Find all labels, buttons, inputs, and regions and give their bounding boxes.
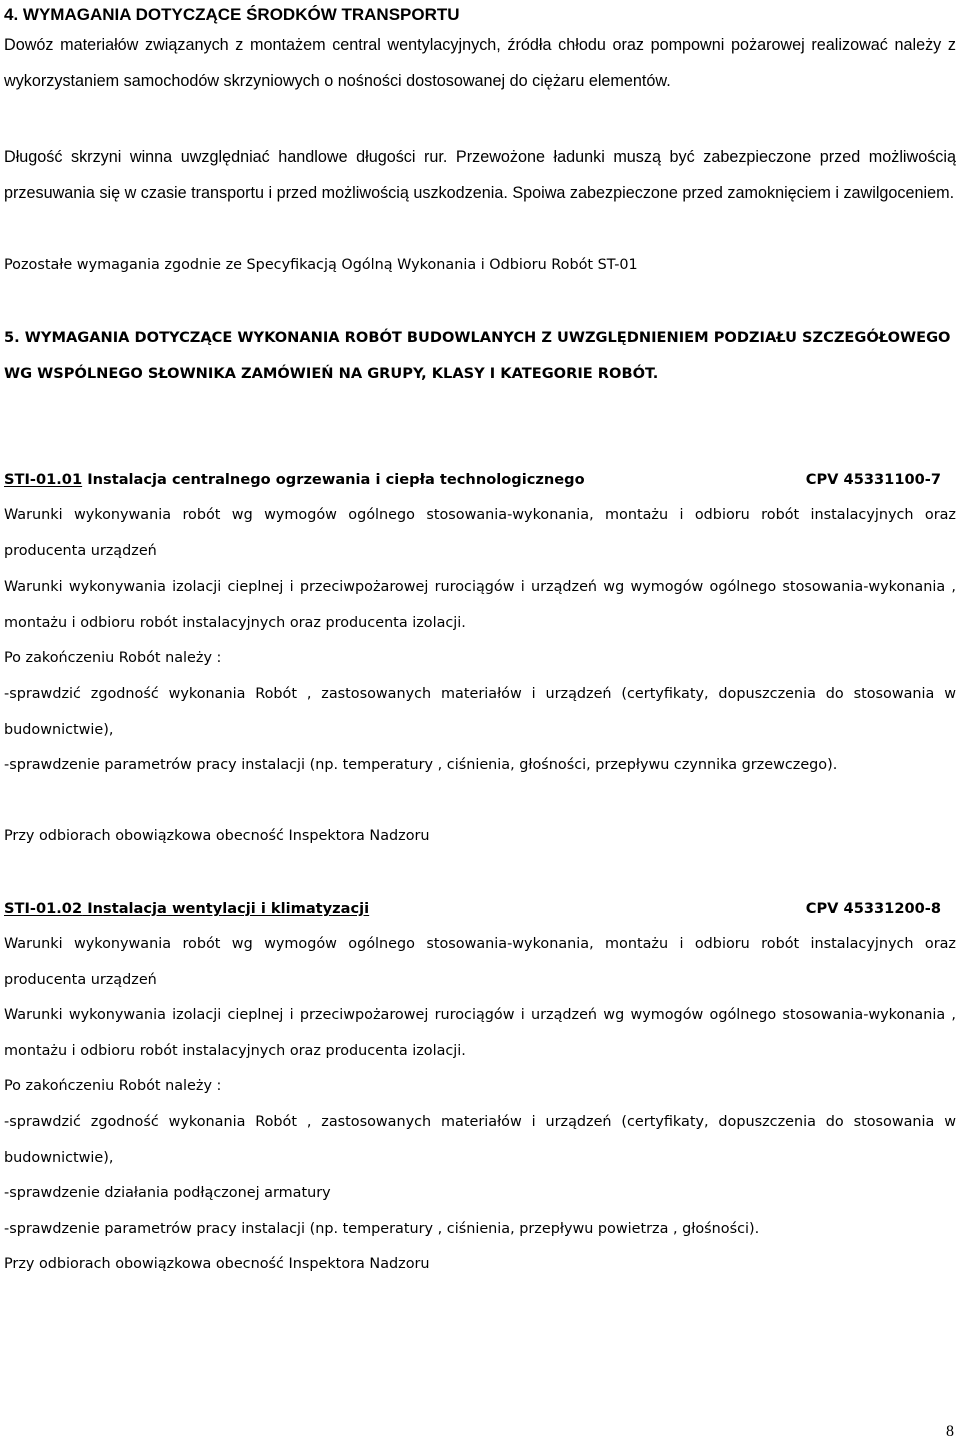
sti-01-01-paragraph-4: -sprawdzić zgodność wykonania Robót , zastosowanych materiałów i urządzeń (certyfikaty, dopuszczenia do stosowania w budownictwie), [4, 686, 956, 738]
sti-01-01-paragraph-5: -sprawdzenie parametrów pracy instalacji (np. temperatury , ciśnienia, głośności, przepływu czynnika grzewczego). [4, 757, 838, 773]
sti-01-02-heading [4, 891, 369, 927]
sti-01-02-code: STI-01.02 [4, 900, 83, 917]
sti-01-01-paragraph-1: Warunki wykonywania robót wg wymogów ogólnego stosowania-wykonania, montażu i odbioru robót instalacyjnych oraz producenta urządzeń [4, 507, 956, 559]
section-4-paragraph-1: Dowóz materiałów związanych z montażem central wentylacyjnych, źródła chłodu oraz pompowni pożarowej realizować należy z wykorzystaniem samochodów skrzyniowych o nośności dostosowanej do ciężaru elementów. [4, 36, 956, 90]
sti-01-01-code: STI-01.01 [4, 471, 83, 488]
page-number: 8 [946, 1423, 954, 1440]
sti-01-02-paragraph-1: Warunki wykonywania robót wg wymogów ogólnego stosowania-wykonania, montażu i odbioru robót instalacyjnych oraz producenta urządzeń [4, 936, 956, 988]
sti-01-02-paragraph-6: -sprawdzenie parametrów pracy instalacji (np. temperatury , ciśnienia, przepływu powietrza , głośności). [4, 1221, 760, 1237]
sti-01-02-paragraph-2: Warunki wykonywania izolacji cieplnej i przeciwpożarowej rurociągów i urządzeń wg wymogów ogólnego stosowania-wykonania , montażu i odbioru robót instalacyjnych oraz producenta izolacji. [4, 1007, 956, 1059]
section-5-heading: 5. WYMAGANIA DOTYCZĄCE WYKONANIA ROBÓT BUDOWLANYCH Z UWZGLĘDNIENIEM PODZIAŁU SZCZEGÓŁOWEGO WG WSPÓLNEGO SŁOWNIKA ZAMÓWIEŃ NA GRUPY, KLASY I KATEGORIE ROBÓT. [4, 329, 951, 382]
sti-01-01-title: Instalacja centralnego ogrzewania i ciepła technologicznego [82, 471, 585, 488]
section-4-paragraph-2: Długość skrzyni winna uwzględniać handlowe długości rur. Przewożone ładunki muszą być zabezpieczone przed możliwością przesuwania się w czasie transportu i przed możliwością uszkodzenia. Spoiwa zabezpieczone przed zamoknięciem i zawilgoceniem. [4, 148, 956, 202]
section-4-heading: 4. WYMAGANIA DOTYCZĄCE ŚRODKÓW TRANSPORTU [4, 5, 460, 24]
sti-01-02-title: Instalacja wentylacji i klimatyzacji [82, 900, 370, 917]
sti-01-02-cpv: CPV 45331200-8 [805, 900, 941, 917]
sti-01-02-paragraph-5: -sprawdzenie działania podłączonej armatury [4, 1185, 331, 1201]
sti-01-01-paragraph-2: Warunki wykonywania izolacji cieplnej i przeciwpożarowej rurociągów i urządzeń wg wymogów ogólnego stosowania-wykonania , montażu i odbioru robót instalacyjnych oraz producenta izolacji. [4, 579, 956, 631]
sti-01-02-paragraph-4: -sprawdzić zgodność wykonania Robót , zastosowanych materiałów i urządzeń (certyfikaty, dopuszczenia do stosowania w budownictwie), [4, 1114, 956, 1166]
sti-01-01-heading [4, 462, 585, 498]
section-4-paragraph-3: Pozostałe wymagania zgodnie ze Specyfikacją Ogólną Wykonania i Odbioru Robót ST-01 [4, 257, 638, 273]
sti-01-02-paragraph-7: Przy odbiorach obowiązkowa obecność Inspektora Nadzoru [4, 1256, 430, 1272]
sti-01-01-paragraph-6: Przy odbiorach obowiązkowa obecność Inspektora Nadzoru [4, 828, 430, 844]
sti-01-01-cpv: CPV 45331100-7 [805, 471, 941, 488]
sti-01-02-paragraph-3: Po zakończeniu Robót należy : [4, 1078, 222, 1094]
sti-01-01-paragraph-3: Po zakończeniu Robót należy : [4, 650, 222, 666]
